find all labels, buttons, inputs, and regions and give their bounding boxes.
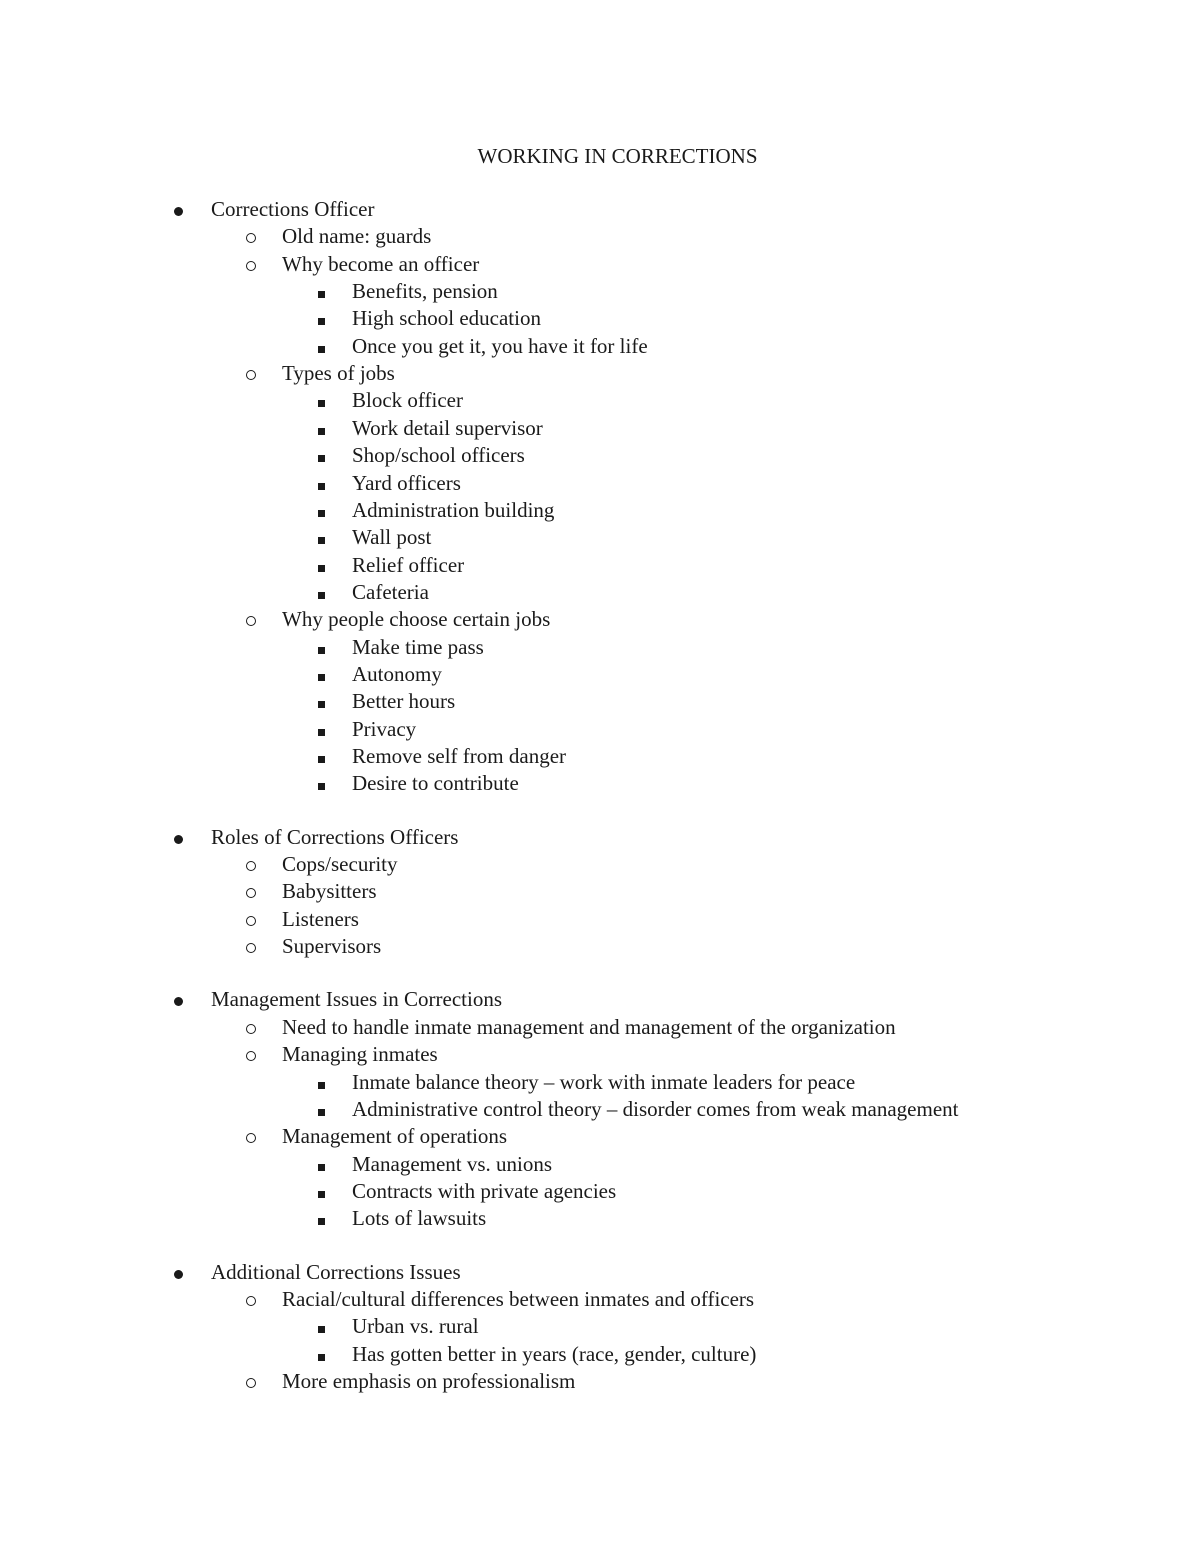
square-bullet-icon bbox=[318, 470, 325, 497]
square-bullet-icon bbox=[318, 305, 325, 332]
sub-list-item-text: Contracts with private agencies bbox=[352, 1179, 617, 1203]
square-bullet-icon bbox=[318, 1341, 325, 1368]
circle-bullet-icon bbox=[246, 933, 256, 960]
disc-bullet-icon bbox=[174, 986, 183, 1013]
square-bullet-icon bbox=[318, 1205, 325, 1232]
square-bullet-icon bbox=[318, 688, 325, 715]
sub-list-item-text: Better hours bbox=[352, 689, 456, 713]
square-bullet-icon bbox=[318, 661, 325, 688]
section-heading-text: Corrections Officer bbox=[211, 197, 375, 221]
list-item-text: Racial/cultural differences between inmates and officers bbox=[282, 1287, 755, 1311]
sub-list-item-text: Block officer bbox=[352, 388, 463, 412]
square-bullet-icon bbox=[318, 552, 325, 579]
square-bullet-icon bbox=[318, 442, 325, 469]
sub-list-item-text: Remove self from danger bbox=[352, 744, 567, 768]
list-item-text: Managing inmates bbox=[282, 1042, 438, 1066]
sub-list-item-text: Work detail supervisor bbox=[352, 416, 543, 440]
circle-bullet-icon bbox=[246, 851, 256, 878]
square-bullet-icon bbox=[318, 579, 325, 606]
circle-bullet-icon bbox=[246, 606, 256, 633]
sub-list-item-text: Inmate balance theory – work with inmate leaders for peace bbox=[352, 1070, 856, 1094]
sub-list-item-text: Cafeteria bbox=[352, 580, 429, 604]
sub-list-item-text: Privacy bbox=[352, 717, 417, 741]
disc-bullet-icon bbox=[174, 824, 183, 851]
sub-list-item-text: Make time pass bbox=[352, 635, 484, 659]
sub-list-item-text: Urban vs. rural bbox=[352, 1314, 479, 1338]
sub-list-item-text: Desire to contribute bbox=[352, 771, 519, 795]
sub-list-item-text: Administration building bbox=[352, 498, 555, 522]
sub-list-item-text: Shop/school officers bbox=[352, 443, 525, 467]
sub-list-item-text: Benefits, pension bbox=[352, 279, 498, 303]
list-item-text: Types of jobs bbox=[282, 361, 395, 385]
square-bullet-icon bbox=[318, 415, 325, 442]
list-item-text: Cops/security bbox=[282, 852, 398, 876]
list-item-text: More emphasis on professionalism bbox=[282, 1369, 576, 1393]
section-heading-text: Management Issues in Corrections bbox=[211, 987, 503, 1011]
circle-bullet-icon bbox=[246, 1014, 256, 1041]
circle-bullet-icon bbox=[246, 251, 256, 278]
list-item-text: Listeners bbox=[282, 907, 359, 931]
square-bullet-icon bbox=[318, 278, 325, 305]
list-item-text: Supervisors bbox=[282, 934, 382, 958]
sub-list-item-text: Management vs. unions bbox=[352, 1152, 553, 1176]
square-bullet-icon bbox=[318, 634, 325, 661]
sub-list-item-text: Once you get it, you have it for life bbox=[352, 334, 648, 358]
disc-bullet-icon bbox=[174, 196, 183, 223]
section-heading-text: Roles of Corrections Officers bbox=[211, 825, 459, 849]
square-bullet-icon bbox=[318, 770, 325, 797]
sub-list-item-text: Has gotten better in years (race, gender, culture) bbox=[352, 1342, 757, 1366]
circle-bullet-icon bbox=[246, 878, 256, 905]
square-bullet-icon bbox=[318, 333, 325, 360]
circle-bullet-icon bbox=[246, 223, 256, 250]
list-item-text: Why people choose certain jobs bbox=[282, 607, 551, 631]
page-title: WORKING IN CORRECTIONS bbox=[477, 144, 758, 168]
circle-bullet-icon bbox=[246, 1368, 256, 1395]
square-bullet-icon bbox=[318, 1069, 325, 1096]
square-bullet-icon bbox=[318, 524, 325, 551]
square-bullet-icon bbox=[318, 1151, 325, 1178]
circle-bullet-icon bbox=[246, 1286, 256, 1313]
circle-bullet-icon bbox=[246, 906, 256, 933]
circle-bullet-icon bbox=[246, 1041, 256, 1068]
section-heading-text: Additional Corrections Issues bbox=[211, 1260, 461, 1284]
sub-list-item-text: Relief officer bbox=[352, 553, 465, 577]
square-bullet-icon bbox=[318, 1313, 325, 1340]
list-item-text: Babysitters bbox=[282, 879, 377, 903]
list-item-text: Old name: guards bbox=[282, 224, 432, 248]
circle-bullet-icon bbox=[246, 360, 256, 387]
list-item-text: Need to handle inmate management and management of the organization bbox=[282, 1015, 896, 1039]
list-item-text: Why become an officer bbox=[282, 252, 480, 276]
sub-list-item-text: Autonomy bbox=[352, 662, 442, 686]
square-bullet-icon bbox=[318, 743, 325, 770]
sub-list-item-text: Yard officers bbox=[352, 471, 461, 495]
sub-list-item-text: Lots of lawsuits bbox=[352, 1206, 487, 1230]
square-bullet-icon bbox=[318, 1096, 325, 1123]
square-bullet-icon bbox=[318, 716, 325, 743]
sub-list-item-text: Administrative control theory – disorder comes from weak management bbox=[352, 1097, 959, 1121]
disc-bullet-icon bbox=[174, 1259, 183, 1286]
square-bullet-icon bbox=[318, 1178, 325, 1205]
list-item-text: Management of operations bbox=[282, 1124, 508, 1148]
square-bullet-icon bbox=[318, 387, 325, 414]
circle-bullet-icon bbox=[246, 1123, 256, 1150]
sub-list-item-text: High school education bbox=[352, 306, 541, 330]
square-bullet-icon bbox=[318, 497, 325, 524]
sub-list-item-text: Wall post bbox=[352, 525, 432, 549]
